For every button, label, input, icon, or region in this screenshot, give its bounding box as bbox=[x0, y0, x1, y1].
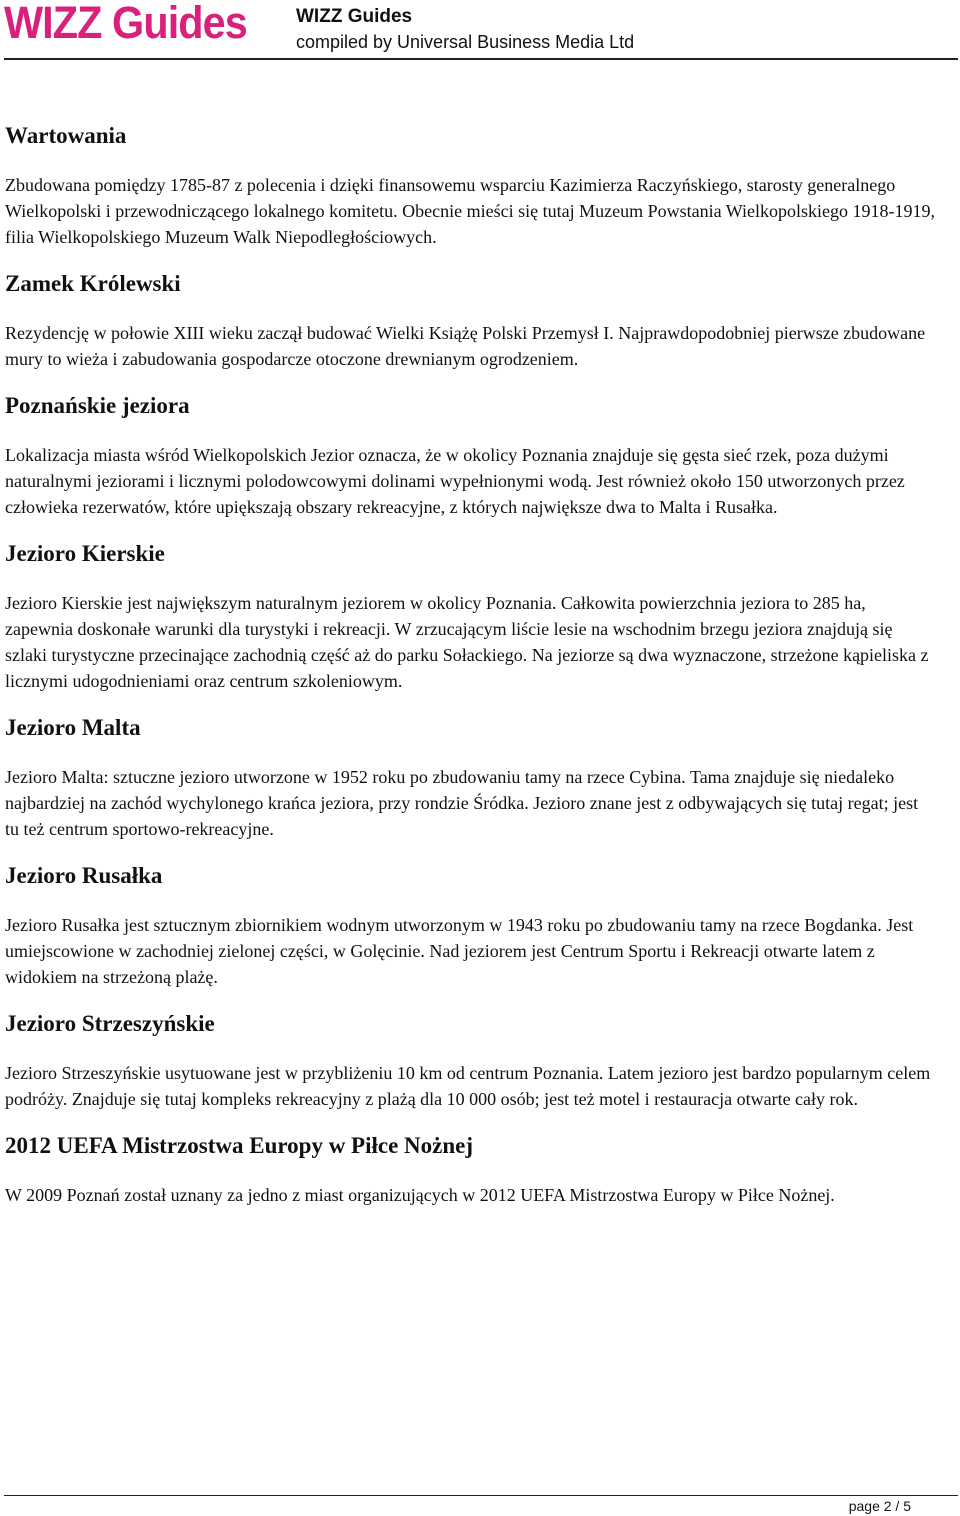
section-heading: Jezioro Rusałka bbox=[5, 863, 163, 888]
page-header bbox=[0, 0, 960, 60]
page-number: page 2 / 5 bbox=[848, 1498, 911, 1514]
section-jezioro-malta bbox=[5, 710, 935, 842]
section-paragraph: Jezioro Rusałka jest sztucznym zbiornikiem wodnym utworzonym w 1943 roku po zbudowaniu tamy na rzece Bogdanka. Jest umiejscowione w zachodniej zielonej części, w Golęcinie. Nad jeziorem jest Centrum Sportu i Rekreacji otwarte latem z widokiem na strzeżoną plażę. bbox=[5, 915, 914, 987]
section-heading: Jezioro Strzeszyńskie bbox=[5, 1011, 215, 1036]
header-subtitle: compiled by Universal Business Media Ltd bbox=[296, 32, 635, 52]
wizz-guides-logo: WIZZ Guides bbox=[4, 0, 247, 48]
section-jezioro-kierskie bbox=[5, 536, 935, 694]
section-paragraph: Jezioro Kierskie jest największym naturalnym jeziorem w okolicy Poznania. Całkowita powierzchnia jeziora to 285 ha, zapewnia doskonałe warunki dla turystyki i rekreacji. W zrzucającym liście lesie na wschodnim brzegu jeziora znajdują się szlaki turystyczne przecinające zachodnią część aż do parku Sołackiego. Na jeziorze są dwa wyznaczone, strzeżone kąpieliska z licznymi udogodnieniami oraz centrum szkoleniowym. bbox=[5, 593, 929, 691]
section-heading: 2012 UEFA Mistrzostwa Europy w Piłce Nożnej bbox=[5, 1133, 474, 1158]
section-heading: Jezioro Malta bbox=[5, 715, 141, 740]
section-paragraph: Lokalizacja miasta wśród Wielkopolskich Jezior oznacza, że w okolicy Poznania znajduje się gęsta sieć rzek, poza dużymi naturalnymi jeziorami i licznymi polodowcowymi dolinami wypełnionymi wodą. Jest również około 150 utworzonych przez człowieka rezerwatów, które upiększają obszary rekreacyjne, z których największe dwa to Malta i Rusałka. bbox=[5, 445, 905, 517]
document-body bbox=[5, 118, 935, 1224]
section-heading: Poznańskie jeziora bbox=[5, 393, 190, 418]
footer-divider bbox=[4, 1495, 958, 1496]
header-divider bbox=[4, 58, 958, 60]
section-wartowania bbox=[5, 118, 935, 250]
section-paragraph: W 2009 Poznań został uznany za jedno z miast organizujących w 2012 UEFA Mistrzostwa Europy w Piłce Nożnej. bbox=[5, 1185, 835, 1205]
section-paragraph: Jezioro Malta: sztuczne jezioro utworzone w 1952 roku po zbudowaniu tamy na rzece Cybina. Tama znajduje się niedaleko najbardziej na zachód wychylonego krańca jeziora, przy rondzie Śródka. Jezioro znane jest z odbywających się tutaj regat; jest tu też centrum sportowo-rekreacyjne. bbox=[5, 767, 919, 839]
section-heading: Wartowania bbox=[5, 123, 127, 148]
section-paragraph: Rezydencję w połowie XIII wieku zaczął budować Wielki Książę Polski Przemysł I. Najprawdopodobniej pierwsze zbudowane mury to wieża i zabudowania gospodarcze otoczone drewnianym ogrodzeniem. bbox=[5, 323, 926, 369]
section-zamek-krolewski bbox=[5, 266, 935, 372]
header-title: WIZZ Guides bbox=[296, 6, 413, 27]
section-heading: Zamek Królewski bbox=[5, 271, 181, 296]
section-uefa-euro-2012 bbox=[5, 1128, 935, 1208]
section-heading: Jezioro Kierskie bbox=[5, 541, 165, 566]
section-paragraph: Jezioro Strzeszyńskie usytuowane jest w przybliżeniu 10 km od centrum Poznania. Latem jezioro jest bardzo popularnym celem podróży. Znajduje się tutaj kompleks rekreacyjny z plażą dla 10 000 osób; jest też motel i restauracja otwarte cały rok. bbox=[5, 1063, 931, 1109]
header-text bbox=[296, 5, 634, 55]
section-jezioro-strzeszynskie bbox=[5, 1006, 935, 1112]
section-paragraph: Zbudowana pomiędzy 1785-87 z polecenia i dzięki finansowemu wsparciu Kazimierza Raczyńskiego, starosty generalnego Wielkopolski i przewodniczącego lokalnego komitetu. Obecnie mieści się tutaj Muzeum Powstania Wielkopolskiego 1918-1919, filia Wielkopolskiego Muzeum Walk Niepodległościowych. bbox=[5, 175, 936, 247]
section-poznanskie-jeziora bbox=[5, 388, 935, 520]
section-jezioro-rusalka bbox=[5, 858, 935, 990]
